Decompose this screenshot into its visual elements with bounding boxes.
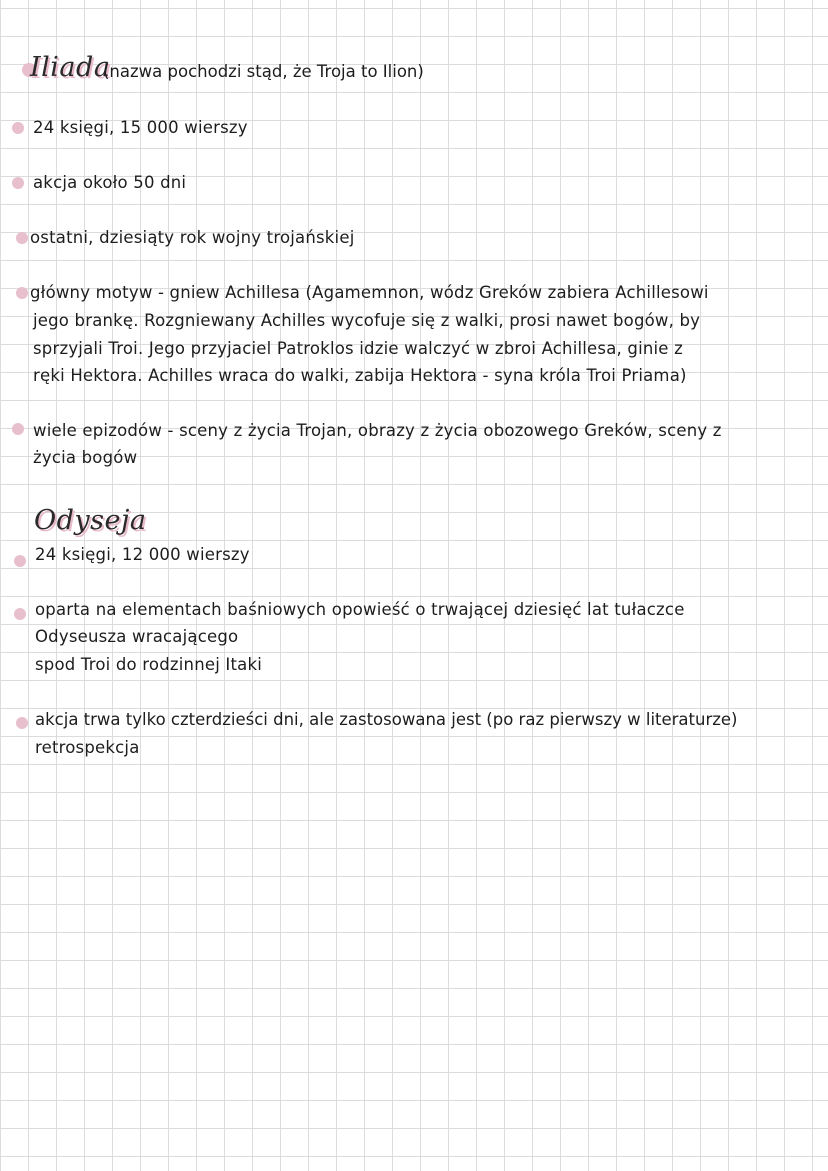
list-item-line: akcja około 50 dni: [33, 173, 187, 192]
list-item-line: życia bogów: [33, 448, 138, 467]
bullet-dot: [12, 423, 24, 435]
list-item-line: oparta na elementach baśniowych opowieść o trwającej dziesięć lat tułaczce: [35, 600, 685, 619]
section-title-odyseja: Odyseja: [34, 505, 147, 536]
bullet-dot: [16, 287, 28, 299]
bullet-dot: [16, 232, 28, 244]
list-item-line: ostatni, dziesiąty rok wojny trojańskiej: [30, 228, 355, 247]
list-item-line: jego brankę. Rozgniewany Achilles wycofuje się z walki, prosi nawet bogów, by: [33, 311, 701, 330]
list-item-line: główny motyw - gniew Achillesa (Agamemnon, wódz Greków zabiera Achillesowi: [30, 283, 709, 302]
section-title-note-iliada: (nazwa pochodzi stąd, że Troja to Ilion): [103, 62, 424, 81]
list-item-line: akcja trwa tylko czterdzieści dni, ale zastosowana jest (po raz pierwszy w literaturze): [35, 710, 738, 729]
list-item-line: wiele epizodów - sceny z życia Trojan, obrazy z życia obozowego Greków, sceny z: [33, 421, 722, 440]
list-item-line: 24 księgi, 15 000 wierszy: [33, 118, 248, 137]
list-item-line: Odyseusza wracającego: [35, 627, 239, 646]
bullet-dot: [14, 608, 26, 620]
list-item-line: sprzyjali Troi. Jego przyjaciel Patroklos idzie walczyć w zbroi Achillesa, ginie z: [33, 339, 683, 358]
bullet-dot: [16, 717, 28, 729]
list-item-line: 24 księgi, 12 000 wierszy: [35, 545, 250, 564]
bullet-dot: [14, 555, 26, 567]
bullet-dot: [12, 177, 24, 189]
list-item-line: retrospekcja: [35, 738, 140, 757]
list-item-line: spod Troi do rodzinnej Itaki: [35, 655, 263, 674]
section-title-iliada: Iliada: [30, 52, 111, 83]
list-item-line: ręki Hektora. Achilles wraca do walki, zabija Hektora - syna króla Troi Priama): [33, 366, 687, 385]
bullet-dot: [12, 122, 24, 134]
